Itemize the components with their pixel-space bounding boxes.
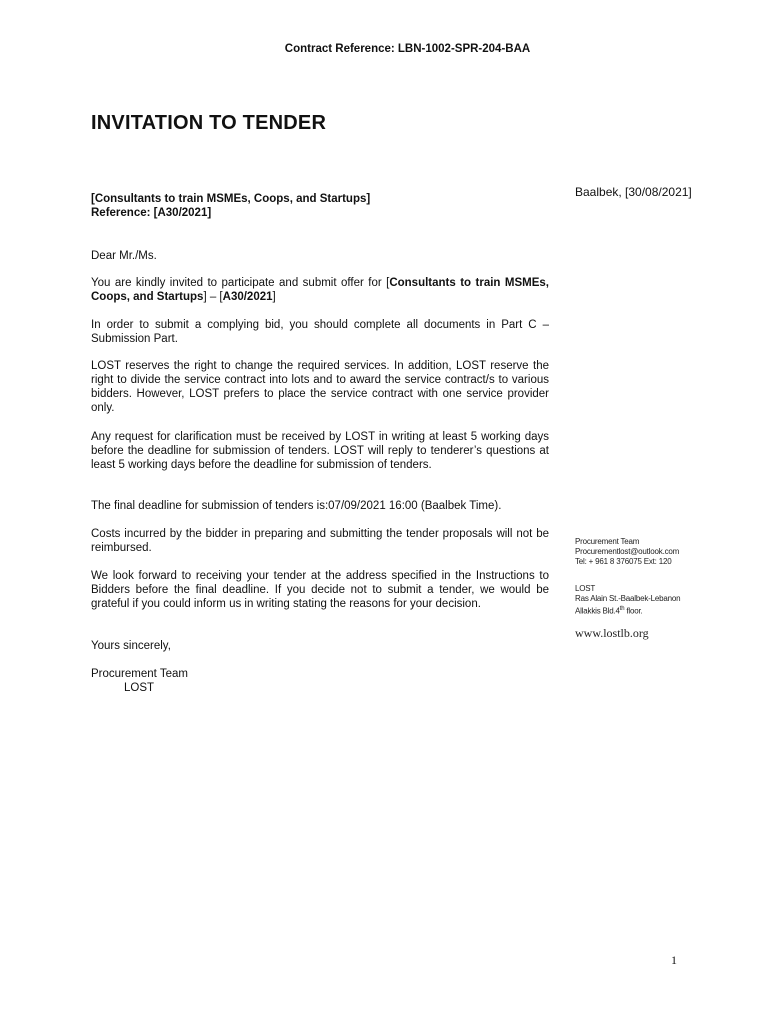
website-link[interactable]: www.lostlb.org <box>575 626 649 640</box>
contact-email[interactable]: Procurementlost@outlook.com <box>575 547 680 556</box>
signature-org: LOST <box>124 682 155 694</box>
address-org: LOST <box>575 584 596 593</box>
invite-subject: Consultants to train MSMEs, Coops, and Startups <box>91 277 549 303</box>
subject-block <box>91 192 370 220</box>
paragraph-closing-request: We look forward to receiving your tender at the address specified in the Instructions to Bidders before the final deadline. If you decide not to submit a tender, we would be grateful if you could inform us in writing stating the reasons for your decision. <box>91 570 549 610</box>
salutation: Dear Mr./Ms. <box>91 250 157 262</box>
invite-middle: ] – [ <box>203 291 223 303</box>
address-block <box>575 584 680 617</box>
address-line1: Ras Alain St.-Baalbek-Lebanon <box>575 594 681 603</box>
invitation-paragraph <box>91 276 549 304</box>
signature-team: Procurement Team <box>91 668 188 680</box>
address-floor: floor. <box>624 606 643 616</box>
invite-suffix: ] <box>272 291 276 303</box>
contract-reference: Contract Reference: LBN-1002-SPR-204-BAA <box>284 43 531 55</box>
contact-block <box>575 537 679 567</box>
page-number: 1 <box>671 953 677 967</box>
subject-line: [Consultants to train MSMEs, Coops, and Startups] <box>91 193 371 205</box>
paragraph-submission: In order to submit a complying bid, you should complete all documents in Part C – Submission Part. <box>91 319 549 345</box>
invite-prefix: You are kindly invited to participate and submit offer for [ <box>91 277 390 289</box>
paragraph-clarification: Any request for clarification must be received by LOST in writing at least 5 working days before the deadline for submission of tenders. LOST will reply to tenderer’s questions at least 5 working days before the deadline for submission of tenders. <box>91 431 549 471</box>
paragraph-rights: LOST reserves the right to change the required services. In addition, LOST reserve the right to divide the service contract into lots and to award the service contract/s to various bidders. However, LOST prefers to place the service contract with one service provider only. <box>91 360 549 414</box>
closing: Yours sincerely, <box>91 640 171 652</box>
address-building: Allakkis Bld.4 <box>575 606 620 616</box>
contact-team: Procurement Team <box>575 537 640 546</box>
date-line: Baalbek, [30/08/2021] <box>575 185 692 199</box>
address-line2 <box>575 604 680 617</box>
paragraph-deadline: The final deadline for submission of tenders is:07/09/2021 16:00 (Baalbek Time). <box>91 500 502 512</box>
contact-tel: Tel: + 961 8 376075 Ext: 120 <box>575 557 672 566</box>
paragraph-costs: Costs incurred by the bidder in preparing and submitting the tender proposals will not be reimbursed. <box>91 528 549 554</box>
document-title: INVITATION TO TENDER <box>91 112 327 134</box>
reference-line: Reference: [A30/2021] <box>91 207 212 219</box>
signature-block <box>91 667 549 695</box>
address-superscript: th <box>619 606 625 612</box>
invite-reference: A30/2021 <box>222 291 273 303</box>
